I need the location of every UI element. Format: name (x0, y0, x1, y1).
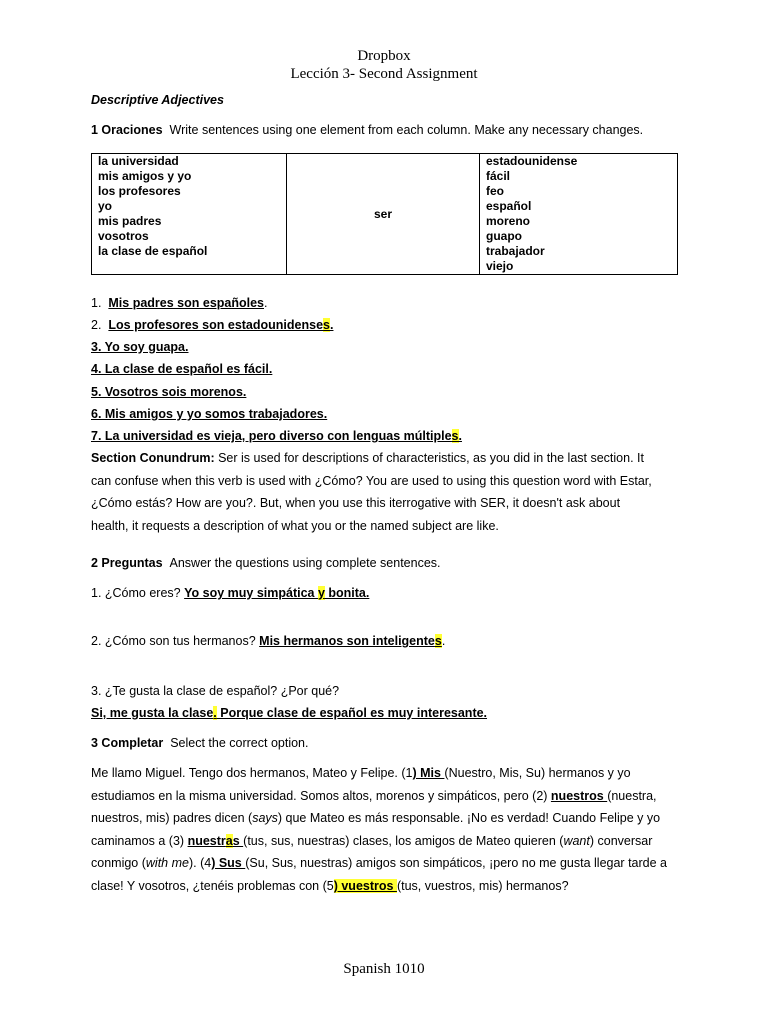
part3-instruction: Select the correct option. (170, 736, 309, 750)
adjective-item: feo (486, 184, 504, 198)
blank-4: ) Sus (211, 856, 246, 870)
part2-instruction: Answer the questions using complete sentences. (169, 556, 441, 570)
subject-item: yo (98, 199, 113, 213)
subject-item: la universidad (98, 154, 179, 168)
blank-3: nuestras (187, 833, 244, 848)
part2-label: 2 Preguntas (91, 556, 163, 570)
section-title: Descriptive Adjectives (91, 93, 224, 107)
document-subtitle: Lección 3- Second Assignment (290, 66, 478, 82)
adjective-item: guapo (486, 229, 522, 243)
answer-q3: Si, me gusta la clase. Porque clase de español es muy interesante. (91, 706, 488, 720)
answer-4: 4. La clase de español es fácil. (91, 362, 273, 376)
section-conundrum (91, 447, 656, 537)
part3-heading (91, 736, 308, 750)
blank-5: ) vuestros (333, 878, 397, 893)
answer-2: 2. Los profesores son estadounidenses. (91, 318, 334, 332)
question-2: 2. ¿Cómo son tus hermanos? Mis hermanos son inteligentes. (91, 634, 446, 648)
answer-1: 1. Mis padres son españoles. (91, 296, 268, 310)
answer-7: 7. La universidad es vieja, pero diverso con lenguas múltiples. (91, 429, 462, 443)
part1-heading (91, 123, 643, 137)
adjective-item: estadounidense (486, 154, 578, 168)
conundrum-label: Section Conundrum: (91, 451, 215, 465)
part1-label: 1 Oraciones (91, 123, 163, 137)
question-1: 1. ¿Cómo eres? Yo soy muy simpática y bonita. (91, 586, 370, 600)
column-verb: ser (287, 154, 480, 275)
column-adjectives (480, 154, 678, 275)
answer-5: 5. Vosotros sois morenos. (91, 385, 247, 399)
question-3: 3. ¿Te gusta la clase de español? ¿Por qué? (91, 684, 340, 698)
page-footer: Spanish 1010 (343, 961, 425, 977)
document-title: Dropbox (357, 48, 411, 64)
subject-item: la clase de español (98, 244, 208, 258)
subject-item: los profesores (98, 184, 181, 198)
adjective-item: fácil (486, 169, 511, 183)
adjective-item: español (486, 199, 532, 213)
subject-item: vosotros (98, 229, 149, 243)
answer-3: 3. Yo soy guapa. (91, 340, 189, 354)
blank-1: ) Mis (412, 766, 445, 780)
answer-6: 6. Mis amigos y yo somos trabajadores. (91, 407, 328, 421)
word-columns-table (91, 153, 678, 275)
part2-heading (91, 556, 441, 570)
adjective-item: trabajador (486, 244, 545, 258)
part1-instruction: Write sentences using one element from each column. Make any necessary changes. (169, 123, 644, 137)
conundrum-text: Ser is used for descriptions of characteristics, as you did in the last section. It can confuse when this verb is used with ¿Cómo? You are used to using this question word with Estar, ¿Cómo estás? How are you?. But, when you use this iterrogative with SER, it doesn't ask about health, it requests a description of what you or the named subject are like. (91, 451, 652, 533)
column-subjects (92, 154, 287, 275)
subject-item: mis padres (98, 214, 162, 228)
adjective-item: viejo (486, 259, 514, 273)
adjective-item: moreno (486, 214, 531, 228)
part3-label: 3 Completar (91, 736, 164, 750)
subject-item: mis amigos y yo (98, 169, 192, 183)
blank-2: nuestros (550, 788, 608, 803)
completar-paragraph: Me llamo Miguel. Tengo dos hermanos, Mateo y Felipe. (1) Mis (Nuestro, Mis, Su) hermanos y yo estudiamos en la misma universidad. Somos altos, morenos y simpáticos, pero (2) nuestros (nuestra, nuestros, mis) padres dicen (says) que Mateo es más responsable. ¡No es verdad! Cuando Felipe y yo caminamos a (3) nuestras (tus, sus, nuestras) clases, los amigos de Mateo quieren (want) conversar conmigo (with me). (4) Sus (Su, Sus, nuestras) amigos son simpáticos, ¡pero no me gusta llegar tarde a clase! Y vosotros, ¿tenéis problemas con (5) vuestros (tus, vuestros, mis) hermanos? (91, 766, 667, 893)
